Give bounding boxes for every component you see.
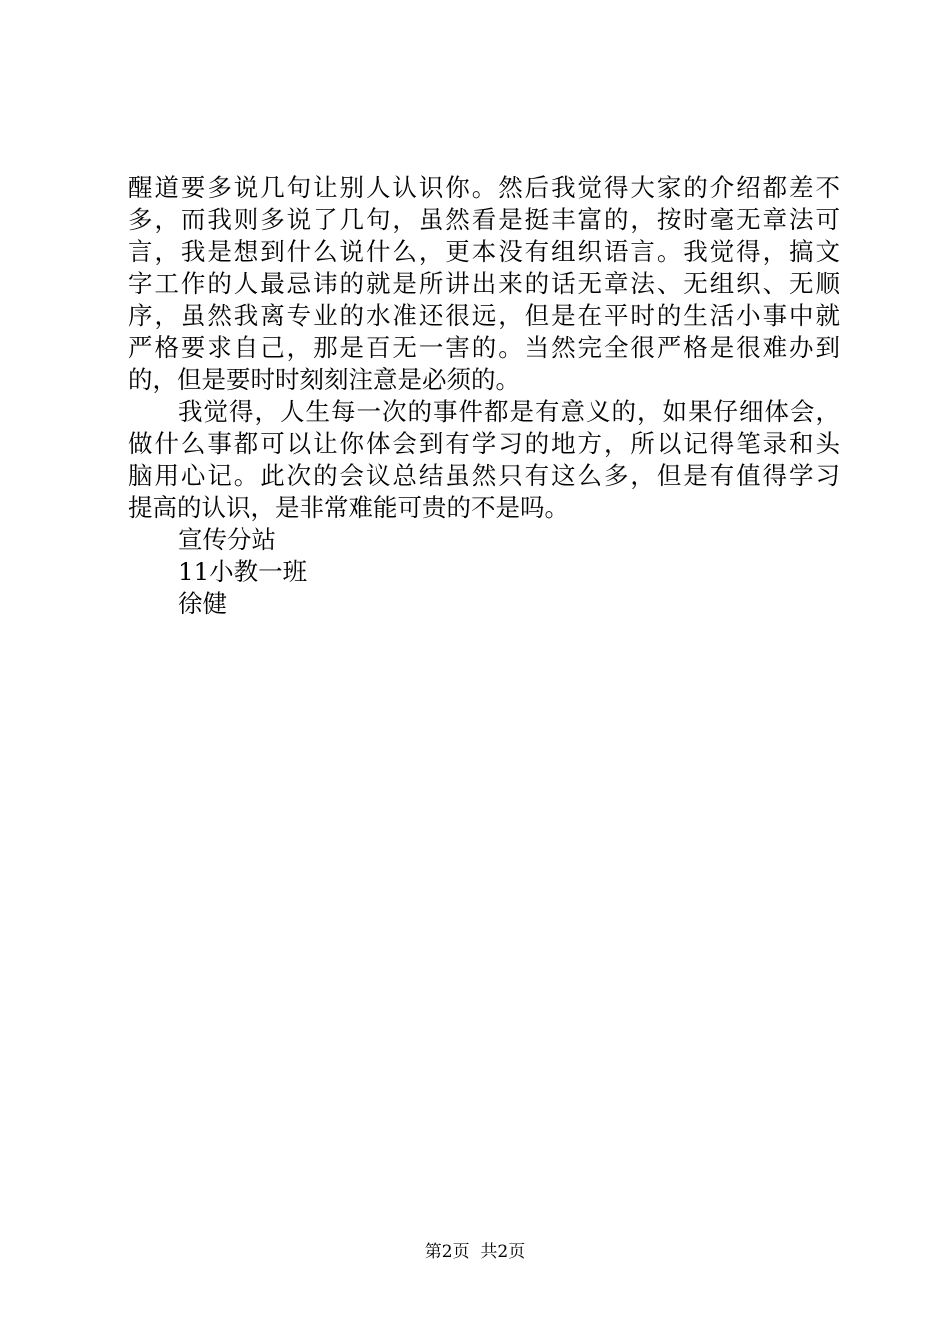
page-number: 第2页 共2页	[424, 1242, 526, 1262]
paragraph-line: 多，而我则多说了几句，虽然看是挺丰富的，按时毫无章法可	[128, 205, 840, 234]
signature-name: 徐健	[178, 589, 227, 618]
signature-block	[128, 524, 840, 620]
signature-class: 11小教一班	[178, 557, 308, 586]
paragraph-line: 脑用心记。此次的会议总结虽然只有这么多，但是有值得学习	[128, 461, 840, 490]
paragraph-line: 严格要求自己，那是百无一害的。当然完全很严格是很难办到	[128, 333, 840, 362]
signature-org: 宣传分站	[178, 525, 276, 554]
paragraph-line: 做什么事都可以让你体会到有学习的地方，所以记得笔录和头	[128, 429, 840, 458]
paragraph-line: 提高的认识，是非常难能可贵的不是吗。	[128, 493, 569, 522]
paragraph-line: 我觉得，人生每一次的事件都是有意义的，如果仔细体会，	[178, 397, 840, 426]
paragraph-line: 醒道要多说几句让别人认识你。然后我觉得大家的介绍都差不	[128, 173, 840, 202]
paragraph-2	[128, 396, 840, 524]
paragraph-line: 序，虽然我离专业的水准还很远，但是在平时的生活小事中就	[128, 301, 840, 330]
paragraph-line: 言，我是想到什么说什么，更本没有组织语言。我觉得，搞文	[128, 237, 840, 266]
page-footer	[0, 1240, 950, 1264]
body-text	[128, 172, 840, 620]
paragraph-line: 的，但是要时时刻刻注意是必须的。	[128, 365, 520, 394]
paragraph-1	[128, 172, 840, 396]
paragraph-line: 字工作的人最忌讳的就是所讲出来的话无章法、无组织、无顺	[128, 269, 840, 298]
